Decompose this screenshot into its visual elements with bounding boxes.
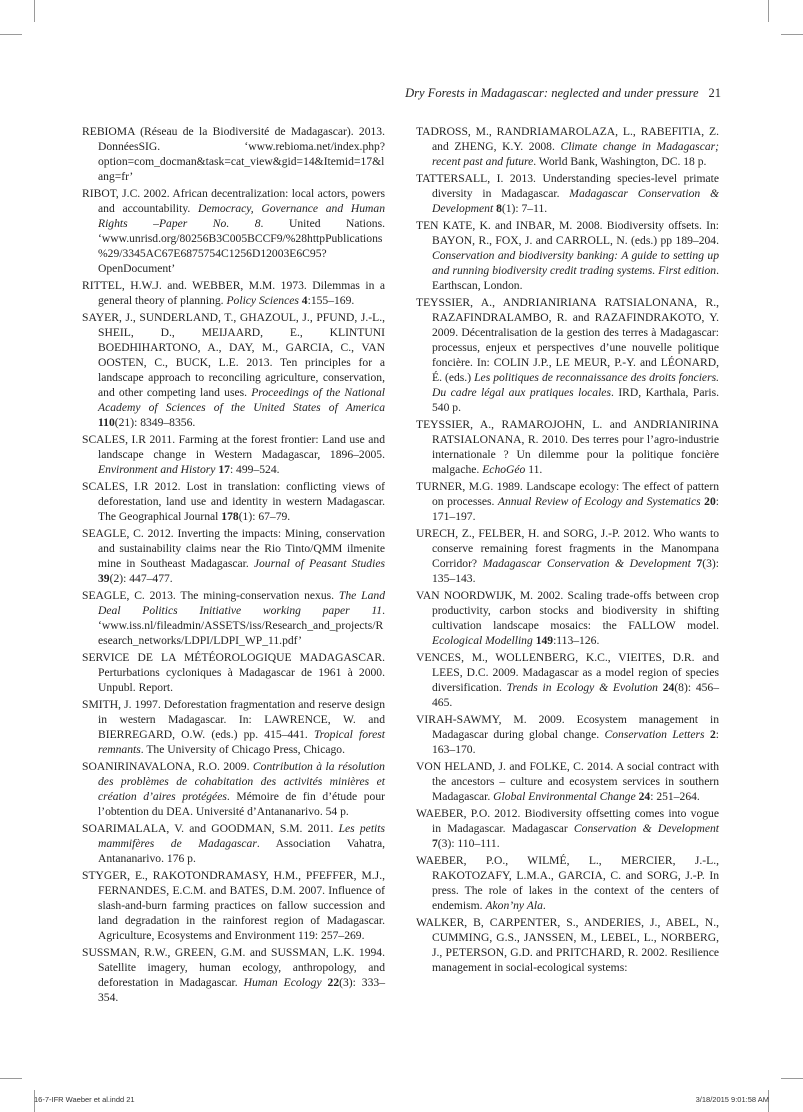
reference-volume: 17: [218, 463, 230, 476]
reference-entry: [416, 526, 719, 586]
reference-volume: 24: [662, 681, 675, 694]
references-left-column: [82, 124, 385, 1007]
reference-text: RITTEL, H.W.J. and. WEBBER, M.M. 1973. Dilemmas in a general theory of planning.: [82, 279, 385, 307]
reference-text: (8): 456–465.: [432, 681, 720, 709]
reference-text: . Mémoire de fin d’étude pour l’obtention du DEA. Université d’Antananarivo. 54 p.: [98, 790, 385, 818]
reference-text: : 499–524.: [229, 463, 280, 476]
reference-text: SUSSMAN, R.W., GREEN, G.M. and SUSSMAN, L.K. 1994. Satellite imagery, human ecology, anthropology, and deforestation in Madagascar.: [82, 946, 385, 989]
reference-text: VAN NOORDWIJK, M. 2002. Scaling trade-offs between crop productivity, carbon stocks and biodiversity in shifting cultivation landscape mosaics: the FALLOW model.: [416, 589, 719, 632]
reference-italic-text: Les politiques de reconnaissance des droits fonciers. Du cadre légal aux pratiques locales: [432, 371, 719, 399]
running-title: Dry Forests in Madagascar: neglected and under pressure: [405, 86, 699, 100]
reference-volume: 20: [704, 495, 716, 508]
reference-volume: 7: [432, 837, 438, 850]
reference-entry: [82, 697, 385, 757]
reference-text: . United Nations. ‘www.unrisd.org/80256B3C005BCCF9/%28httpPublications%29/3345AC67E6875754C1256D12003E6C95?OpenDocument’: [98, 217, 385, 275]
reference-entry: [416, 588, 719, 648]
reference-volume: 8: [496, 202, 502, 215]
reference-italic-text: The Land Deal Politics Initiative working paper 11: [98, 589, 385, 617]
crop-mark-bottom-right-h: [781, 1078, 803, 1079]
reference-italic-text: Democracy, Governance and Human Rights –Paper No. 8: [98, 202, 385, 230]
reference-entry: [416, 417, 719, 477]
reference-italic-text: Akon’ny Ala: [485, 899, 543, 912]
reference-italic-text: Tropical forest remnants: [98, 728, 385, 756]
reference-text: (3): 135–143.: [432, 557, 719, 585]
reference-entry: [416, 806, 719, 851]
reference-text: (3): 110–111.: [437, 837, 500, 850]
reference-text: SEAGLE, C. 2012. Inverting the impacts: Mining, conservation and sustainability claims near the Rio Tinto/QMM ilmenite mine in Southeast Madagascar.: [82, 527, 385, 570]
reference-italic-text: Proceedings of the National Academy of Sciences of the United States of America: [98, 386, 385, 414]
reference-text: WAEBER, P.O. 2012. Biodiversity offsetting comes into vogue in Madagascar. Madagascar: [416, 807, 719, 835]
reference-entry: [82, 945, 385, 1005]
reference-entry: [82, 588, 385, 648]
crop-mark-bottom-left-h: [0, 1078, 22, 1079]
reference-entry: [416, 759, 719, 804]
reference-text: : 171–197.: [432, 495, 719, 523]
reference-text: STYGER, E., RAKOTONDRAMASY, H.M., PFEFFER, M.J., FERNANDES, E.C.M. and BATES, D.M. 2007. Influence of slash-and-burn farming practices on fallow succession and land degradation in the rainforest region of Madagascar. Agriculture, Ecosystems and Environment 119: 257–269.: [82, 869, 385, 942]
reference-text: . IRD, Karthala, Paris. 540 p.: [432, 386, 719, 414]
reference-text: VON HELAND, J. and FOLKE, C. 2014. A social contract with the ancestors – culture and ecosystem services in southern Madagascar.: [416, 760, 719, 803]
reference-italic-text: Journal of Peasant Studies: [253, 557, 385, 570]
crop-mark-top-right-h: [781, 34, 803, 35]
reference-text: (1): 7–11.: [501, 202, 548, 215]
reference-text: WALKER, B, CARPENTER, S., ANDERIES, J., ABEL, N., CUMMING, G.S., JANSSEN, M., LEBEL, L., NORBERG, J., PETERSON, G.D. and PRITCHARD, R. 2002. Resilience management in social-ecological systems:: [416, 916, 719, 974]
reference-text: VIRAH-SAWMY, M. 2009. Ecosystem management in Madagascar during global change.: [416, 713, 719, 741]
page-number: 21: [708, 86, 721, 100]
reference-text: (3): 333–354.: [98, 976, 385, 1004]
reference-text: TURNER, M.G. 1989. Landscape ecology: The effect of pattern on processes.: [416, 480, 719, 508]
reference-text: . Earthscan, London.: [432, 264, 719, 292]
reference-text: 11.: [525, 463, 543, 476]
reference-text: :113–126.: [553, 634, 600, 647]
reference-italic-text: Madagascar Conservation & Development: [482, 557, 691, 570]
reference-italic-text: Human Ecology: [243, 976, 322, 989]
reference-volume: 7: [696, 557, 703, 570]
reference-entry: [416, 853, 719, 913]
reference-entry: [416, 218, 719, 293]
reference-volume: 149: [535, 634, 554, 647]
reference-entry: [82, 650, 385, 695]
reference-italic-text: Environment and History: [98, 463, 216, 476]
reference-text: SOARIMALALA, V. and GOODMAN, S.M. 2011.: [82, 822, 339, 835]
reference-text: TADROSS, M., RANDRIAMAROLAZA, L., RABEFITIA, Z. and ZHENG, K.Y. 2008.: [416, 125, 719, 153]
reference-italic-text: Global Environmental Change: [493, 790, 636, 803]
reference-text: SERVICE DE LA MÉTÉOROLOGIQUE MADAGASCAR. Perturbations cycloniques à Madagascar de 1961 à 2000. Unpubl. Report.: [82, 651, 385, 694]
reference-entry: [416, 124, 719, 169]
reference-text: (2): 447–477.: [109, 572, 173, 585]
reference-entry: [82, 310, 385, 430]
reference-text: REBIOMA (Réseau de la Biodiversité de Madagascar). 2013. DonnéesSIG. ‘www.rebioma.net/index.php?option=com_docman&task=cat_view&gid=14&Itemid=17&lang=fr’: [82, 125, 385, 183]
reference-text: SCALES, I.R 2011. Farming at the forest frontier: Land use and landscape change in Western Madagascar, 1896–2005.: [82, 433, 385, 461]
reference-text: TEN KATE, K. and INBAR, M. 2008. Biodiversity offsets. In: BAYON, R., FOX, J. and CARROLL, N. (eds.) pp 189–204.: [416, 219, 719, 247]
reference-italic-text: Conservation & Development: [573, 822, 719, 835]
reference-entry: [416, 171, 719, 216]
reference-text: TEYSSIER, A., RAMAROJOHN, L. and ANDRIANIRINA RATSIALONANA, R. 2010. Des terres pour l’agro-industrie internationale ? Un dilemme pour la politique foncière malgache.: [416, 418, 719, 476]
reference-text: SMITH, J. 1997. Deforestation fragmentation and reserve design in western Madagascar. In: LAWRENCE, W. and BIERREGARD, O.W. (eds.) pp. 415–441.: [82, 698, 385, 741]
reference-text: VENCES, M., WOLLENBERG, K.C., VIEITES, D.R. and LEES, D.C. 2009. Madagascar as a model region of species diversification.: [416, 651, 719, 694]
reference-entry: [82, 278, 385, 308]
reference-entry: [416, 915, 719, 975]
reference-text: SEAGLE, C. 2013. The mining-conservation nexus.: [82, 589, 339, 602]
crop-mark-top-left-h: [0, 34, 22, 35]
reference-volume: 39: [98, 572, 110, 585]
reference-italic-text: Policy Sciences: [226, 294, 299, 307]
reference-text: RIBOT, J.C. 2002. African decentralization: local actors, powers and accountability.: [82, 187, 385, 215]
reference-italic-text: Contribution à la résolution des problèmes de cohabitation des activités minières et création d’aires protégées: [98, 760, 385, 803]
reference-text: . Association Vahatra, Antananarivo. 176 p.: [98, 837, 386, 865]
crop-mark-top-right: [768, 0, 769, 22]
reference-text: TATTERSALL, I. 2013. Understanding species-level primate diversity in Madagascar.: [416, 172, 719, 200]
reference-entry: [82, 821, 385, 866]
reference-text: WAEBER, P.O., WILMÉ, L., MERCIER, J.-L., RAKOTOZAFY, L.M.A., GARCIA, C. and SORG, J.-P. In press. The role of lakes in the context of the centers of endemism.: [416, 854, 719, 912]
reference-text: :155–169.: [307, 294, 355, 307]
reference-italic-text: Madagascar Conservation & Development: [432, 187, 719, 215]
crop-mark-top-left: [34, 0, 35, 22]
reference-text: : 163–170.: [432, 728, 719, 756]
reference-text: SAYER, J., SUNDERLAND, T., GHAZOUL, J., PFUND, J.-L., SHEIL, D., MEIJAARD, E., KLINTUNI BOEDHIHARTONO, A., DAY, M., GARCIA, C., VAN OOSTEN, C., BUCK, L.E. 2013. Ten principles for a landscape approach to reconciling agriculture, conservation, and other competing land uses.: [82, 311, 385, 399]
reference-text: (21): 8349–8356.: [114, 416, 196, 429]
reference-volume: 4: [301, 294, 308, 307]
footer-file-name: 16-7-IFR Waeber et al.indd 21: [34, 1095, 135, 1104]
reference-volume: 178: [221, 510, 239, 523]
reference-italic-text: EchoGéo: [482, 463, 526, 476]
reference-entry: [416, 479, 719, 524]
reference-italic-text: Trends in Ecology & Evolution: [506, 681, 658, 694]
reference-volume: 110: [98, 416, 115, 429]
reference-volume: 2: [709, 728, 716, 741]
reference-text: . The University of Chicago Press, Chicago.: [140, 743, 345, 756]
reference-text: .: [542, 899, 546, 912]
reference-italic-text: Climate change in Madagascar; recent past and future: [432, 140, 720, 168]
reference-text: URECH, Z., FELBER, H. and SORG, J.-P. 2012. Who wants to conserve remaining forest fragments in the Manompana Corridor?: [416, 527, 719, 570]
reference-entry: [416, 295, 719, 415]
reference-entry: [82, 868, 385, 943]
reference-volume: 22: [327, 976, 340, 989]
reference-text: . ‘www.iss.nl/fileadmin/ASSETS/iss/Research_and_projects/Research_networks/LDPI/LDPI_WP_11.pdf’: [98, 604, 385, 647]
reference-entry: [82, 186, 385, 276]
reference-entry: [416, 650, 719, 710]
reference-italic-text: Ecological Modelling: [432, 634, 533, 647]
running-header: [405, 86, 721, 101]
references-right-column: [416, 124, 719, 977]
reference-volume: 24: [638, 790, 651, 803]
reference-entry: [82, 479, 385, 524]
reference-entry: [82, 759, 385, 819]
reference-entry: [82, 432, 385, 477]
reference-text: (1): 67–79.: [238, 510, 291, 523]
reference-entry: [82, 526, 385, 586]
reference-italic-text: Conservation Letters: [604, 728, 705, 741]
reference-text: SCALES, I.R 2012. Lost in translation: conflicting views of deforestation, land use and identity in western Madagascar. The Geographical Journal: [82, 480, 385, 523]
reference-italic-text: Les petits mammifères de Madagascar: [98, 822, 386, 850]
footer-timestamp: 3/18/2015 9:01:58 AM: [695, 1095, 769, 1104]
reference-italic-text: Annual Review of Ecology and Systematics: [497, 495, 701, 508]
reference-entry: [416, 712, 719, 757]
reference-text: SOANIRINAVALONA, R.O. 2009.: [82, 760, 253, 773]
reference-italic-text: Conservation and biodiversity banking: A guide to setting up and running biodiversity credit trading systems. First edition: [432, 249, 719, 277]
reference-text: TEYSSIER, A., ANDRIANIRIANA RATSIALONANA, R., RAZAFINDRALAMBO, R. and RAZAFINDRAKOTO, Y. 2009. Décentralisation de la gestion des terres à Madagascar: processus, enjeux et perspectives d’une nouvelle politique foncière. In: COLIN J.P., LE MEUR, P.-Y. and LÉONARD, É. (eds.): [416, 296, 719, 384]
reference-entry: [82, 124, 385, 184]
reference-text: : 251–264.: [650, 790, 700, 803]
reference-text: . World Bank, Washington, DC. 18 p.: [533, 155, 707, 168]
